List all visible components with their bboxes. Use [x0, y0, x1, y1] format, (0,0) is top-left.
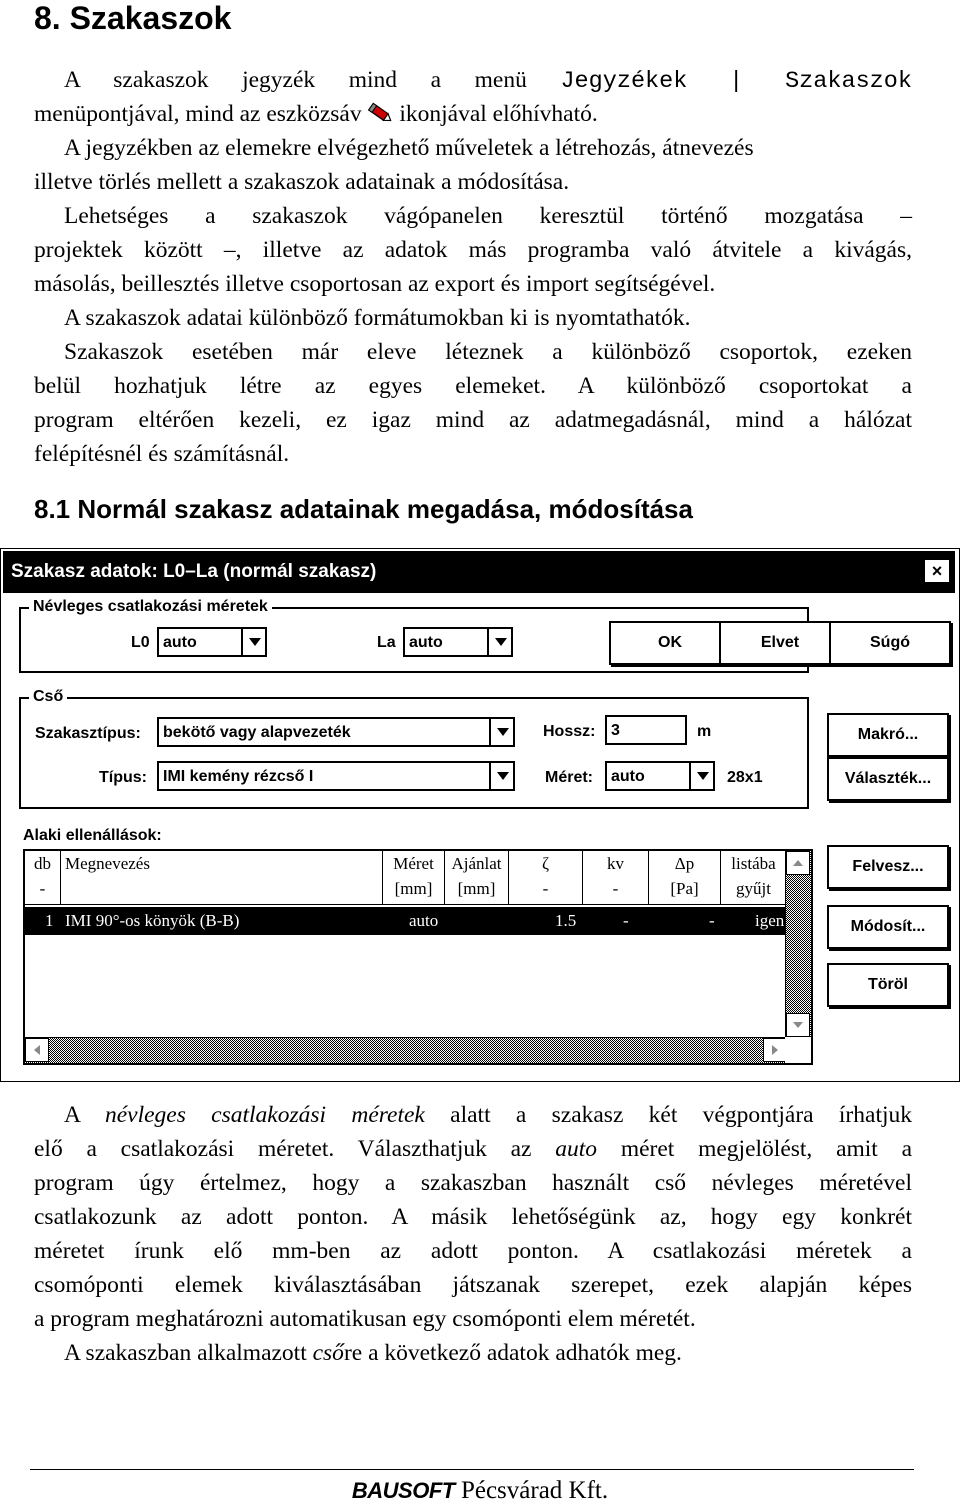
- scroll-corner: [785, 1037, 811, 1063]
- footer-company: Pécsvárad Kft.: [460, 1477, 609, 1504]
- body-line: a program meghatározni automatikusan egy csomóponti elem méretét.: [34, 1306, 696, 1332]
- size-select[interactable]: auto: [605, 761, 715, 791]
- intro-line: másolás, beillesztés illetve csoportosan az export és import segítségével.: [34, 271, 716, 297]
- cancel-button[interactable]: Elvet: [719, 621, 841, 665]
- row-count: 1: [45, 911, 54, 930]
- pencil-icon: [367, 101, 393, 125]
- add-button[interactable]: Felvesz...: [827, 845, 949, 889]
- body-line: méretet írunk elő mm-ben az adott ponton. A csatlakozási méretek a: [34, 1238, 912, 1264]
- kind-select[interactable]: IMI kemény rézcső I: [157, 761, 515, 791]
- body-line: csatlakozunk az adott ponton. A másik lehetőségünk az, hogy egy konkrét: [34, 1204, 912, 1230]
- row-collect: igen: [755, 911, 785, 930]
- resistances-label: Alaki ellenállások:: [23, 827, 162, 844]
- intro-line: Szakaszok esetében már eleve léteznek a különböző csoportok, ezeken: [64, 339, 912, 365]
- length-input[interactable]: 3: [605, 715, 687, 745]
- scroll-right-icon[interactable]: [763, 1038, 787, 1062]
- delete-button[interactable]: Töröl: [827, 963, 949, 1007]
- chevron-down-icon[interactable]: [489, 719, 513, 745]
- body-line: A szakaszban alkalmazott csőre a következő adatok adhatók meg.: [64, 1340, 682, 1366]
- column-header[interactable]: Méret [mm]: [383, 851, 445, 905]
- la-select[interactable]: auto: [403, 627, 513, 657]
- column-header[interactable]: db -: [25, 851, 61, 905]
- body-text: [34, 1098, 912, 1370]
- intro-line: felépítésnél és számításnál.: [34, 441, 290, 467]
- intro-line: program eltérően kezeli, ez igaz mind az adatmegadásnál, mind a hálózat: [34, 407, 912, 433]
- length-unit: m: [697, 723, 712, 740]
- column-header[interactable]: Δp [Pa]: [649, 851, 721, 905]
- intro-line: A jegyzékben az elemekre elvégezhető műveletek a létrehozás, átnevezés: [64, 135, 754, 161]
- column-header[interactable]: listába gyűjt: [721, 851, 787, 905]
- chevron-down-icon[interactable]: [487, 629, 511, 655]
- body-line: program úgy értelmez, hogy a szakaszban használt cső névleges méretével: [34, 1170, 912, 1196]
- intro-line: menüpontjával, mind az eszközsáv ikonjával előhívható.: [34, 101, 598, 127]
- row-dp: -: [709, 911, 715, 930]
- intro-line: belül hozhatjuk létre az egyes elemeket. A különböző csoportokat a: [34, 373, 912, 399]
- ok-button[interactable]: OK: [609, 621, 731, 665]
- row-name: IMI 90°-os könyök (B-B): [65, 911, 240, 930]
- length-label: Hossz:: [543, 723, 596, 740]
- table-row[interactable]: [25, 907, 787, 935]
- size-dimension: 28x1: [727, 769, 763, 786]
- scroll-down-icon[interactable]: [786, 1013, 810, 1037]
- horizontal-scrollbar[interactable]: [25, 1037, 787, 1063]
- size-label: Méret:: [545, 769, 594, 786]
- menu-path: Jegyzékek | Szakaszok: [560, 68, 912, 95]
- intro-line: Lehetséges a szakaszok vágópanelen keresztül történő mozgatása –: [64, 203, 912, 229]
- la-label: La: [377, 634, 396, 651]
- pipe-label: Cső: [29, 688, 67, 706]
- vertical-scrollbar[interactable]: [785, 851, 811, 1037]
- column-header[interactable]: kv -: [583, 851, 649, 905]
- chapter-title: 8. Szakaszok: [34, 0, 232, 36]
- help-button[interactable]: Súgó: [829, 621, 951, 665]
- footer-rule: [30, 1469, 914, 1470]
- intro-line: A szakaszok jegyzék mind a menü Jegyzékek | Szakaszok: [64, 67, 912, 95]
- column-header[interactable]: Megnevezés: [61, 851, 383, 905]
- bausoft-logo: BAUSOFT: [351, 1478, 455, 1503]
- resistances-list[interactable]: [23, 849, 813, 1065]
- chevron-down-icon[interactable]: [689, 763, 713, 789]
- body-line: A névleges csatlakozási méretek alatt a szakasz két végpontjára írhatjuk: [64, 1102, 913, 1128]
- body-line: elő a csatlakozási méretet. Választhatjuk az auto méret megjelölést, amit a: [34, 1136, 913, 1162]
- chevron-down-icon[interactable]: [241, 629, 265, 655]
- row-size: auto: [409, 911, 439, 930]
- row-kv: -: [623, 911, 629, 930]
- intro-line: A szakaszok adatai különböző formátumokban ki is nyomtathatók.: [64, 305, 691, 331]
- intro-line: illetve törlés mellett a szakaszok adatainak a módosítása.: [34, 169, 570, 195]
- body-line: csomóponti elemek kiválasztásában játszanak szerepet, ezek alapján képes: [34, 1272, 912, 1298]
- macro-button[interactable]: Makró...: [827, 713, 949, 757]
- kind-label: Típus:: [99, 769, 147, 786]
- row-zeta: 1.5: [555, 911, 577, 930]
- close-icon[interactable]: ×: [925, 560, 949, 582]
- scroll-left-icon[interactable]: [25, 1038, 49, 1062]
- choose-button[interactable]: Választék...: [827, 757, 949, 801]
- section-type-select[interactable]: bekötő vagy alapvezeték: [157, 717, 515, 747]
- column-header[interactable]: ζ -: [509, 851, 583, 905]
- column-header[interactable]: Ajánlat [mm]: [445, 851, 509, 905]
- nominal-sizes-label: Névleges csatlakozási méretek: [29, 598, 272, 616]
- pipe-group: [19, 697, 809, 809]
- modify-button[interactable]: Módosít...: [827, 905, 949, 949]
- intro-text: [34, 63, 912, 471]
- chevron-down-icon[interactable]: [489, 763, 513, 789]
- scroll-up-icon[interactable]: [786, 851, 810, 875]
- section-type-label: Szakasztípus:: [35, 725, 141, 742]
- dialog-title: Szakasz adatok: L0–La (normál szakasz): [11, 561, 377, 582]
- l0-select[interactable]: auto: [157, 627, 267, 657]
- intro-line: projektek között –, illetve az adatok más programba való átvitele a kivágás,: [34, 237, 912, 263]
- dialog-titlebar: [3, 551, 955, 593]
- section-title: 8.1 Normál szakasz adatainak megadása, módosítása: [34, 494, 693, 524]
- section-data-dialog: [0, 548, 960, 1082]
- l0-label: L0: [131, 634, 150, 651]
